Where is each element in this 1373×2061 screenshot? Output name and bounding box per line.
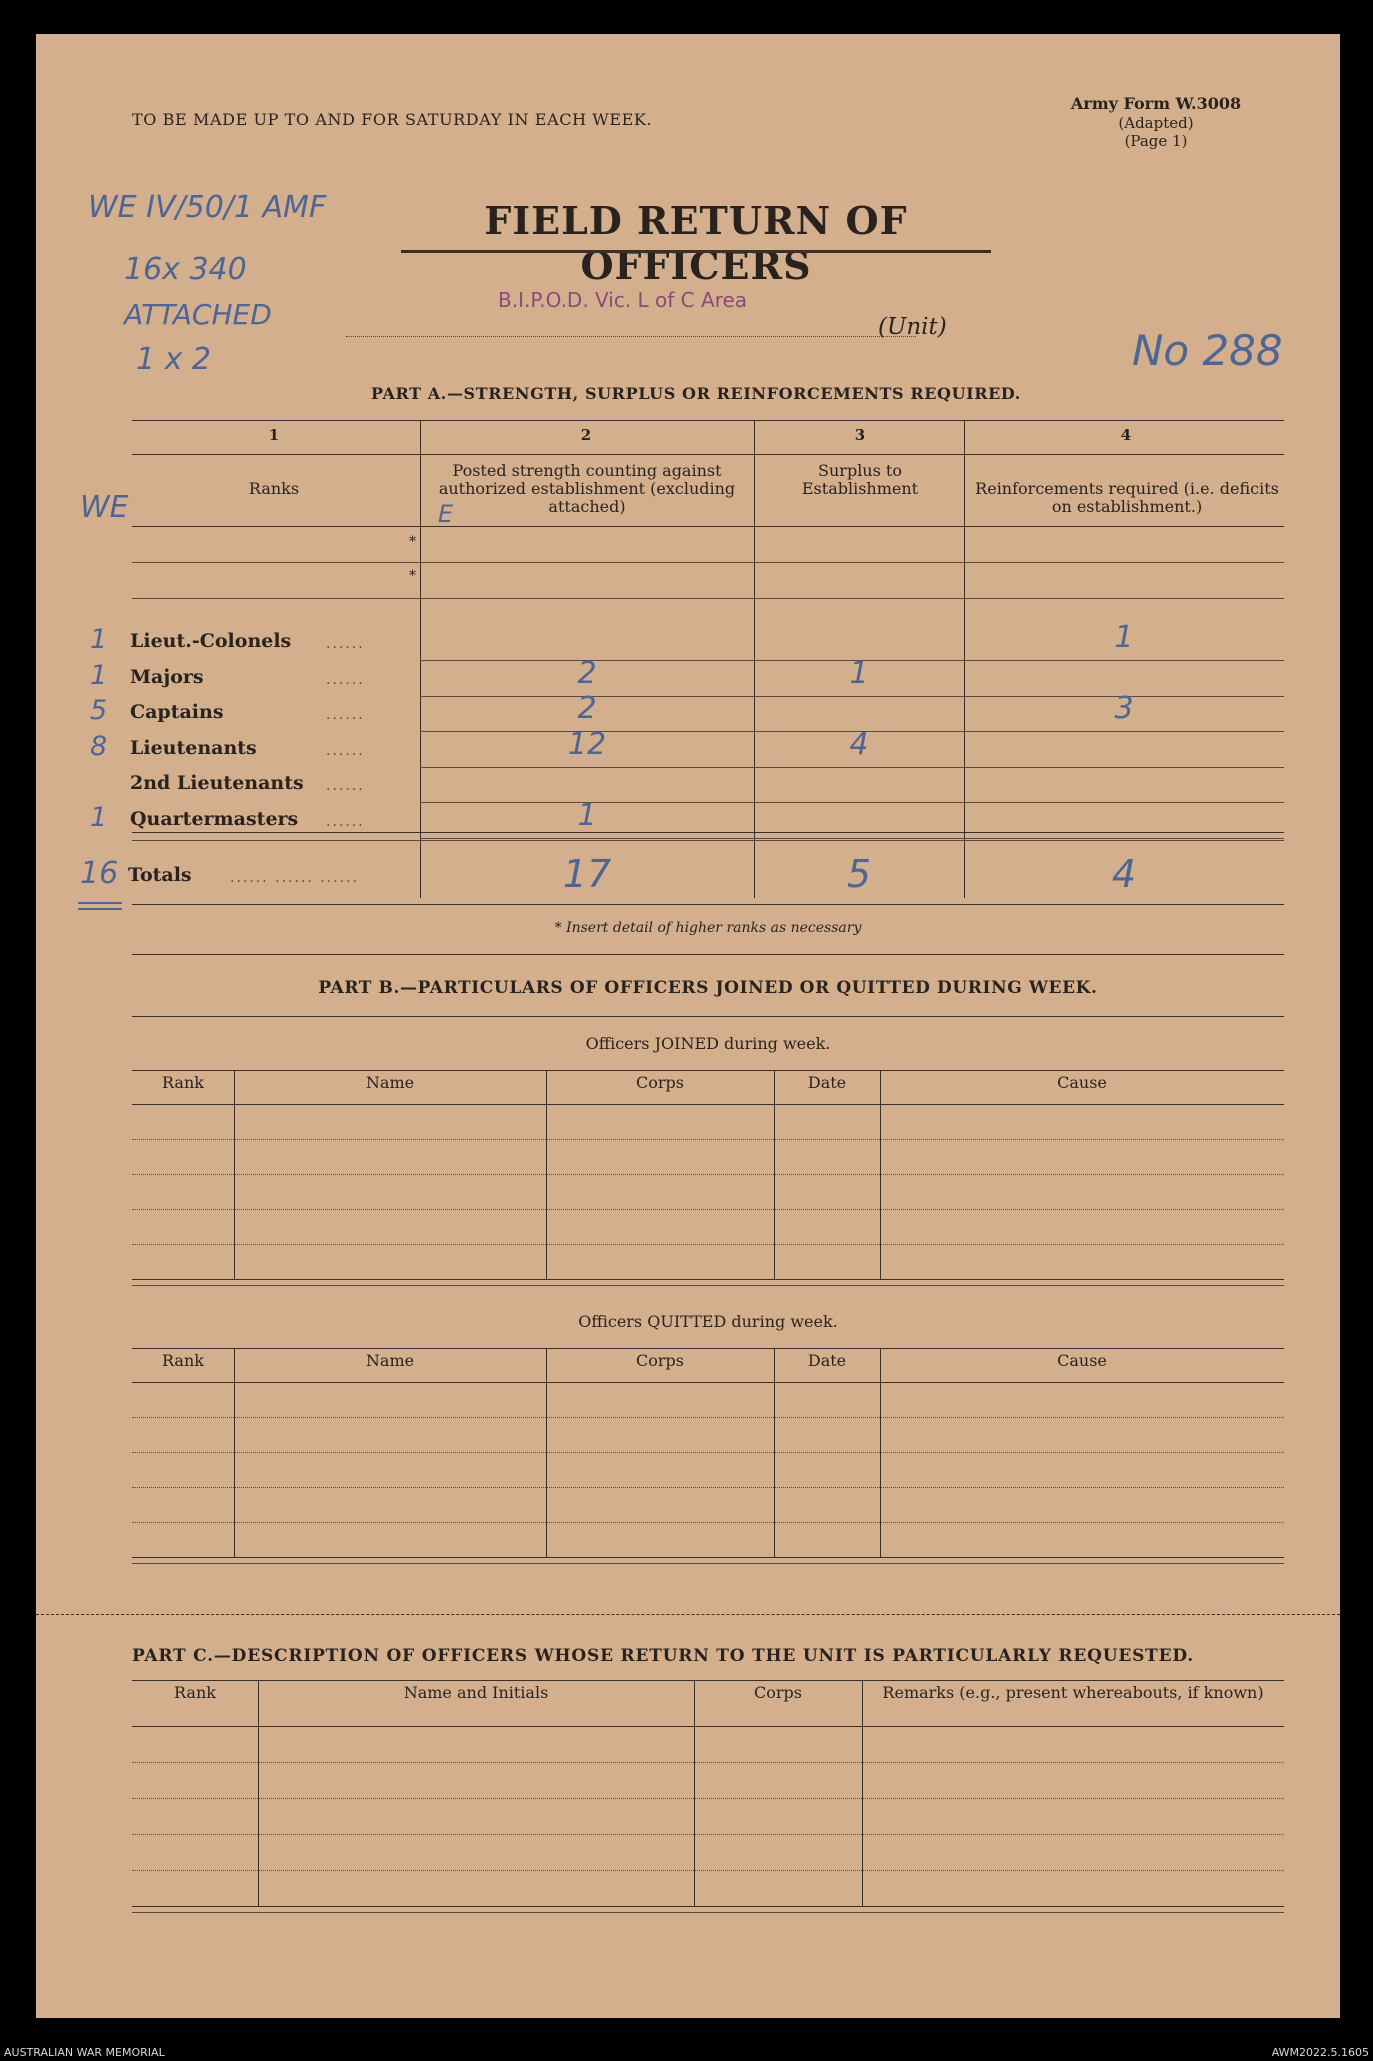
totals-leader: ...... ...... ...... bbox=[230, 870, 360, 886]
unit-stamp: B.I.P.O.D. Vic. L of C Area bbox=[498, 288, 748, 312]
joined-column-divider bbox=[880, 1070, 881, 1279]
part-c-column-divider bbox=[694, 1680, 695, 1906]
joined-column-divider bbox=[546, 1070, 547, 1279]
rank-margin-count: 8 bbox=[90, 730, 108, 762]
asterisk-2: * bbox=[409, 568, 416, 584]
rank-leader: ...... bbox=[326, 636, 365, 652]
part-c-column-header: Corps bbox=[754, 1683, 802, 1702]
quitted-row-rule bbox=[132, 1487, 1284, 1488]
column-header-posted: Posted strength counting against authorized establishment (excluding attached) bbox=[438, 461, 736, 516]
part-a-title: PART A.—STRENGTH, SURPLUS OR REINFORCEMENTS REQUIRED. bbox=[371, 384, 1021, 403]
rank-label: 2nd Lieutenants bbox=[130, 772, 304, 794]
part-c-row-rule bbox=[132, 1870, 1284, 1871]
part-c-dashed-separator bbox=[36, 1614, 1340, 1615]
joined-row-rule bbox=[132, 1209, 1284, 1210]
quitted-column-header: Name bbox=[365, 1351, 415, 1370]
quitted-column-header: Cause bbox=[1057, 1351, 1107, 1370]
part-b-title: PART B.—PARTICULARS OF OFFICERS JOINED OR QUITTED DURING WEEK. bbox=[318, 978, 1098, 998]
rank-label: Quartermasters bbox=[130, 807, 299, 830]
part-c-column-divider bbox=[258, 1680, 259, 1906]
quitted-column-header: Corps bbox=[636, 1351, 684, 1370]
totals-margin-underline bbox=[78, 902, 122, 904]
totals-surplus: 5 bbox=[846, 852, 872, 896]
part-a-bottom-rule bbox=[132, 904, 1284, 905]
rank-posted-value: 12 bbox=[567, 726, 607, 762]
quitted-title: Officers QUITTED during week. bbox=[578, 1312, 838, 1331]
totals-posted: 17 bbox=[562, 852, 612, 896]
column-number-rule bbox=[132, 454, 1284, 455]
part-c-top-rule bbox=[132, 1680, 1284, 1681]
rank-row-rule bbox=[420, 767, 1284, 768]
column-number-2: 2 bbox=[580, 426, 592, 444]
rank-row-rule bbox=[420, 838, 1284, 839]
part-a-footnote-rule bbox=[132, 954, 1284, 955]
rank-surplus-value: 1 bbox=[849, 655, 869, 691]
quitted-column-header: Rank bbox=[162, 1351, 204, 1370]
joined-column-header: Corps bbox=[636, 1073, 684, 1092]
column-header-reinforcements: Reinforcements required (i.e. deficits on establishment.) bbox=[975, 479, 1279, 516]
part-c-bottom-rule bbox=[132, 1912, 1284, 1913]
handwritten-e-mark: E bbox=[438, 500, 454, 528]
unit-dotted-line bbox=[346, 336, 916, 337]
instruction-text: TO BE MADE UP TO AND FOR SATURDAY IN EACH WEEK. bbox=[132, 110, 653, 129]
rank-margin-count: 1 bbox=[90, 801, 108, 833]
joined-column-header: Date bbox=[807, 1073, 847, 1092]
rank-leader: ...... bbox=[326, 813, 365, 830]
footer-credit: AUSTRALIAN WAR MEMORIAL bbox=[4, 2046, 165, 2059]
totals-top-rule bbox=[132, 832, 1284, 833]
part-c-row-rule bbox=[132, 1906, 1284, 1907]
part-c-header-rule bbox=[132, 1726, 1284, 1727]
part-a-top-rule bbox=[132, 420, 1284, 421]
totals-label: Totals bbox=[128, 864, 192, 886]
quitted-column-divider bbox=[546, 1348, 547, 1557]
part-c-row-rule bbox=[132, 1762, 1284, 1763]
rank-margin-count: 1 bbox=[90, 659, 108, 691]
rank-leader: ...... bbox=[326, 671, 365, 688]
header-bottom-rule bbox=[132, 526, 1284, 527]
form-page-number: (Page 1) bbox=[1124, 132, 1188, 150]
quitted-column-divider bbox=[774, 1348, 775, 1557]
rank-reinforcements-value: 3 bbox=[1114, 691, 1134, 726]
quitted-column-divider bbox=[880, 1348, 881, 1557]
quitted-header-rule bbox=[132, 1382, 1284, 1383]
rank-margin-count: 5 bbox=[90, 695, 108, 726]
quitted-top-rule bbox=[132, 1348, 1284, 1349]
quitted-row-rule bbox=[132, 1452, 1284, 1453]
column-number-1: 1 bbox=[268, 426, 280, 444]
joined-row-rule bbox=[132, 1244, 1284, 1245]
joined-row-rule bbox=[132, 1139, 1284, 1140]
rank-posted-value: 2 bbox=[577, 691, 597, 726]
footer-accession-number: AWM2022.5.1605 bbox=[1271, 2046, 1369, 2059]
column-number-4: 4 bbox=[1120, 426, 1132, 444]
totals-margin-underline-2 bbox=[78, 908, 122, 910]
rank-posted-value: 2 bbox=[577, 655, 597, 691]
joined-column-header: Cause bbox=[1057, 1073, 1107, 1092]
quitted-row-rule bbox=[132, 1417, 1284, 1418]
joined-row-rule bbox=[132, 1174, 1284, 1175]
handwritten-attached-count: 1 x 2 bbox=[136, 342, 211, 377]
form-adapted: (Adapted) bbox=[1118, 114, 1194, 132]
rank-margin-count: 1 bbox=[90, 624, 108, 655]
quitted-bottom-rule bbox=[132, 1563, 1284, 1564]
handwritten-number: No 288 bbox=[1132, 326, 1283, 375]
joined-column-header: Name bbox=[365, 1073, 415, 1092]
rank-leader: ...... bbox=[326, 742, 365, 759]
rank-reinforcements-value: 1 bbox=[1114, 620, 1134, 655]
handwritten-we-code: WE IV/50/1 AMF bbox=[88, 190, 327, 225]
handwritten-we-mark: WE bbox=[80, 490, 129, 525]
rank-posted-value: 1 bbox=[577, 797, 597, 833]
rank-leader: ...... bbox=[326, 707, 365, 723]
blank-row-rule-2 bbox=[132, 598, 1284, 599]
quitted-column-divider bbox=[234, 1348, 235, 1557]
quitted-row-rule bbox=[132, 1522, 1284, 1523]
quitted-row-rule bbox=[132, 1557, 1284, 1558]
handwritten-attached: ATTACHED bbox=[124, 298, 272, 331]
joined-header-rule bbox=[132, 1104, 1284, 1105]
joined-title: Officers JOINED during week. bbox=[585, 1034, 831, 1053]
totals-margin-count: 16 bbox=[80, 856, 119, 891]
totals-top-rule-2 bbox=[132, 840, 1284, 841]
rank-leader: ...... bbox=[326, 778, 365, 794]
column-header-ranks: Ranks bbox=[248, 479, 300, 498]
joined-top-rule bbox=[132, 1070, 1284, 1071]
part-c-column-divider bbox=[862, 1680, 863, 1906]
part-a-col-divider-3 bbox=[964, 420, 965, 898]
part-c-column-header: Remarks (e.g., present whereabouts, if known) bbox=[882, 1683, 1264, 1702]
title-underline bbox=[401, 250, 991, 253]
part-a-footnote: * Insert detail of higher ranks as necessary bbox=[554, 920, 862, 936]
asterisk-1: * bbox=[409, 534, 416, 550]
quitted-column-header: Date bbox=[807, 1351, 847, 1370]
part-c-row-rule bbox=[132, 1834, 1284, 1835]
joined-column-divider bbox=[234, 1070, 235, 1279]
rank-label: Majors bbox=[130, 665, 204, 688]
page-title: FIELD RETURN OF OFFICERS bbox=[484, 198, 908, 288]
form-number: Army Form W.3008 bbox=[1070, 94, 1242, 113]
totals-reinforcements: 4 bbox=[1111, 852, 1137, 896]
rank-surplus-value: 4 bbox=[849, 726, 869, 762]
blank-row-rule-1 bbox=[132, 562, 1284, 563]
handwritten-strength: 16x 340 bbox=[124, 252, 247, 287]
joined-row-rule bbox=[132, 1279, 1284, 1280]
part-c-column-header: Name and Initials bbox=[403, 1683, 549, 1702]
unit-label: (Unit) bbox=[878, 314, 947, 340]
column-number-3: 3 bbox=[854, 426, 866, 444]
rank-label: Lieutenants bbox=[130, 736, 257, 759]
part-c-title: PART C.—DESCRIPTION OF OFFICERS WHOSE RETURN TO THE UNIT IS PARTICULARLY REQUESTED. bbox=[132, 1646, 1195, 1666]
rank-label: Lieut.-Colonels bbox=[130, 630, 292, 652]
joined-column-divider bbox=[774, 1070, 775, 1279]
joined-bottom-rule bbox=[132, 1285, 1284, 1286]
part-c-column-header: Rank bbox=[174, 1683, 216, 1702]
part-b-title-rule bbox=[132, 1016, 1284, 1017]
column-header-surplus: Surplus to Establishment bbox=[801, 461, 919, 498]
joined-column-header: Rank bbox=[162, 1073, 204, 1092]
rank-label: Captains bbox=[130, 701, 224, 723]
form-page bbox=[36, 34, 1340, 2018]
part-c-row-rule bbox=[132, 1798, 1284, 1799]
